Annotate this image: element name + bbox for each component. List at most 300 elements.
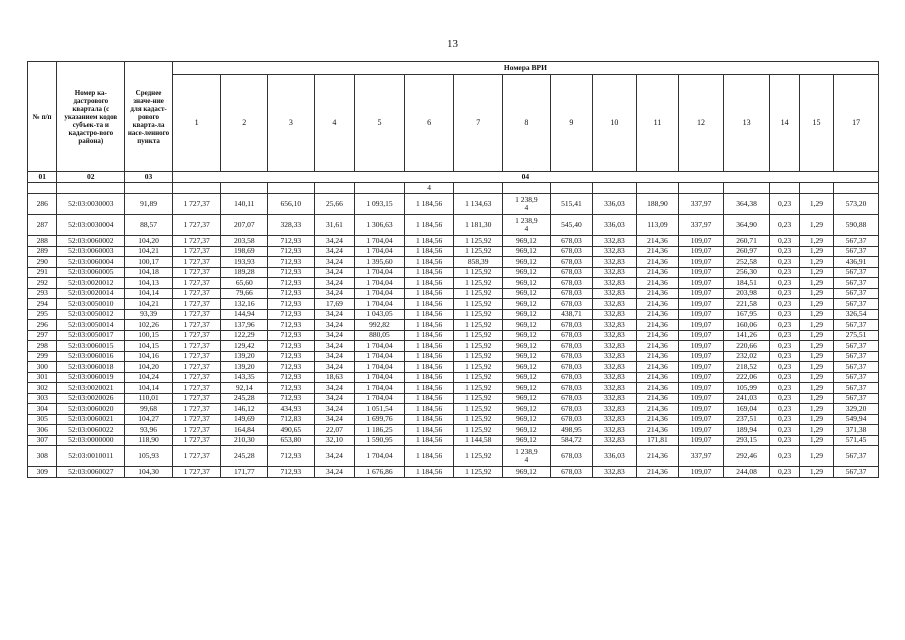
vri-value: 109,07 [679,383,724,394]
vri-value: 1 184,56 [404,425,454,436]
vri-value: 214,36 [636,383,679,394]
vri-value: 328,33 [268,215,315,236]
vri-value: 1 125,92 [454,362,503,373]
vri-value: 1 727,37 [172,246,221,257]
vri-value: 113,09 [636,215,679,236]
vri-value: 1 125,92 [454,320,503,331]
vri-value: 1,29 [799,246,833,257]
vri-value: 0,23 [770,257,799,268]
vri-value: 1 704,04 [355,278,405,289]
vri-value: 122,29 [221,330,268,341]
vri-value: 109,07 [679,362,724,373]
vri-value: 371,38 [834,425,879,436]
vri-value: 678,03 [550,246,593,257]
vri-value: 969,12 [503,351,551,362]
cadastral-number: 52:03:0030003 [57,194,125,215]
carry-over-cell [636,183,679,194]
vri-value: 678,03 [550,362,593,373]
vri-value: 1 704,04 [355,351,405,362]
vri-value: 1 125,92 [454,351,503,362]
vri-value: 105,99 [723,383,770,394]
vri-value: 1,29 [799,320,833,331]
vri-value: 189,94 [723,425,770,436]
vri-value: 1 184,56 [404,404,454,415]
vri-value: 1,29 [799,351,833,362]
vri-value: 1 727,37 [172,414,221,425]
cadastral-number: 52:03:0000000 [57,435,125,446]
row-number: 295 [28,309,57,320]
vri-value: 1 704,04 [355,372,405,383]
vri-value: 256,30 [723,267,770,278]
vri-value: 336,03 [593,446,637,467]
vri-value: 1 093,15 [355,194,405,215]
table-row [28,414,879,425]
vri-value: 992,82 [355,320,405,331]
vri-value: 329,20 [834,404,879,415]
cadastral-number: 52:03:0020014 [57,288,125,299]
vri-value: 1 181,30 [454,215,503,236]
vri-number-header: 3 [268,75,315,172]
average-value: 100,17 [125,257,173,268]
vri-value: 79,66 [221,288,268,299]
vri-value: 1 134,63 [454,194,503,215]
vri-value: 1 184,56 [404,215,454,236]
vri-value: 1 704,04 [355,383,405,394]
carry-over-cell [593,183,637,194]
vri-value: 1 727,37 [172,299,221,310]
vri-value: 1,29 [799,278,833,289]
cadastral-number: 52:03:0020021 [57,383,125,394]
vri-value: 65,60 [221,278,268,289]
vri-value: 210,30 [221,435,268,446]
vri-value: 34,24 [314,446,355,467]
row-number: 300 [28,362,57,373]
vri-number-header: 6 [404,75,454,172]
vri-value: 567,37 [834,383,879,394]
vri-value: 1 727,37 [172,341,221,352]
vri-value: 34,24 [314,362,355,373]
vri-value: 712,93 [268,351,315,362]
vri-value: 203,58 [221,236,268,247]
vri-value: 678,03 [550,351,593,362]
vri-number-header: 10 [593,75,637,172]
vri-value: 1 699,76 [355,414,405,425]
vri-value: 137,96 [221,320,268,331]
vri-value: 332,83 [593,383,637,394]
vri-value: 567,37 [834,236,879,247]
vri-value: 0,23 [770,267,799,278]
vri-value: 1 727,37 [172,446,221,467]
vri-value: 214,36 [636,341,679,352]
vri-value: 109,07 [679,372,724,383]
vri-value: 214,36 [636,288,679,299]
vri-number-header: 14 [770,75,799,172]
vri-value: 712,93 [268,288,315,299]
vri-value: 109,07 [679,330,724,341]
vri-value: 109,07 [679,414,724,425]
vri-value: 1 125,92 [454,383,503,394]
vri-value: 969,12 [503,278,551,289]
row-number: 307 [28,435,57,446]
vri-value: 712,93 [268,267,315,278]
vri-value: 188,90 [636,194,679,215]
vri-value: 167,95 [723,309,770,320]
vri-value: 1 184,56 [404,330,454,341]
cadastral-number: 52:03:0050010 [57,299,125,310]
vri-value: 1 727,37 [172,330,221,341]
vri-number-header: 15 [799,75,833,172]
vri-value: 364,90 [723,215,770,236]
vri-value: 678,03 [550,236,593,247]
vri-value: 653,80 [268,435,315,446]
carry-over-cell [28,183,57,194]
vri-value: 214,36 [636,236,679,247]
cadastral-number: 52:03:0060015 [57,341,125,352]
vri-value: 712,93 [268,257,315,268]
vri-value: 332,83 [593,330,637,341]
average-value: 93,39 [125,309,173,320]
vri-value: 34,24 [314,257,355,268]
vri-value: 678,03 [550,393,593,404]
vri-value: 1,29 [799,362,833,373]
vri-value: 678,03 [550,278,593,289]
vri-value: 1,29 [799,309,833,320]
average-value: 100,15 [125,330,173,341]
vri-value: 34,24 [314,278,355,289]
vri-value: 332,83 [593,351,637,362]
vri-value: 109,07 [679,299,724,310]
average-value: 104,18 [125,267,173,278]
vri-value: 1 184,56 [404,435,454,446]
vri-value: 241,03 [723,393,770,404]
vri-value: 1 125,92 [454,288,503,299]
vri-value: 1,29 [799,288,833,299]
vri-value: 969,12 [503,393,551,404]
vri-value: 292,46 [723,446,770,467]
vri-value: 1,29 [799,257,833,268]
vri-value: 1 125,92 [454,299,503,310]
vri-value: 332,83 [593,299,637,310]
table-row [28,341,879,352]
vri-value: 109,07 [679,435,724,446]
vri-value: 567,37 [834,467,879,478]
vri-value: 678,03 [550,414,593,425]
vri-value: 34,24 [314,246,355,257]
vri-value: 1 704,04 [355,446,405,467]
vri-value: 109,07 [679,236,724,247]
vri-value: 203,98 [723,288,770,299]
vri-value: 712,93 [268,383,315,394]
vri-value: 678,03 [550,404,593,415]
vri-value: 18,63 [314,372,355,383]
vri-value: 567,37 [834,393,879,404]
vri-value: 1 184,56 [404,267,454,278]
vri-value: 678,03 [550,299,593,310]
vri-value: 584,72 [550,435,593,446]
vri-value: 109,07 [679,393,724,404]
vri-value: 1 727,37 [172,320,221,331]
vri-value: 1 184,56 [404,467,454,478]
col-avg-header: Среднее значе-ние для кадаст-рового кварта-ла насе-ленного пункта [125,62,173,172]
vri-value: 109,07 [679,404,724,415]
vri-value: 139,20 [221,362,268,373]
vri-value: 337,97 [679,446,724,467]
vri-value: 1 184,56 [404,393,454,404]
vri-value: 332,83 [593,257,637,268]
row-number: 306 [28,425,57,436]
table-row [28,236,879,247]
vri-value: 1 125,92 [454,446,503,467]
vri-value: 34,24 [314,404,355,415]
average-value: 91,89 [125,194,173,215]
vri-value: 438,71 [550,309,593,320]
cadastral-number: 52:03:0050017 [57,330,125,341]
vri-value: 1 125,92 [454,309,503,320]
table-row [28,446,879,467]
vri-value: 336,03 [593,215,637,236]
vri-value: 198,69 [221,246,268,257]
vri-value: 221,58 [723,299,770,310]
vri-value: 567,37 [834,278,879,289]
table-row [28,393,879,404]
vri-value: 171,81 [636,435,679,446]
vri-number-header: 17 [834,75,879,172]
vri-value: 332,83 [593,320,637,331]
row-number: 302 [28,383,57,394]
vri-value: 0,23 [770,330,799,341]
vri-value: 1,29 [799,299,833,310]
vri-value: 1 184,56 [404,414,454,425]
row-number: 291 [28,267,57,278]
vri-value: 1 727,37 [172,257,221,268]
vri-value: 0,23 [770,246,799,257]
vri-number-header: 11 [636,75,679,172]
vri-value: 1 125,92 [454,414,503,425]
vri-value: 0,23 [770,320,799,331]
vri-value: 332,83 [593,246,637,257]
vri-value: 1 238,9 4 [503,194,551,215]
vri-value: 129,42 [221,341,268,352]
vri-number-header: 2 [221,75,268,172]
vri-value: 293,15 [723,435,770,446]
vri-value: 146,12 [221,404,268,415]
vri-value: 1 186,25 [355,425,405,436]
vri-value: 1,29 [799,236,833,247]
vri-value: 332,83 [593,309,637,320]
vri-value: 214,36 [636,372,679,383]
vri-value: 184,51 [723,278,770,289]
vri-value: 1 184,56 [404,341,454,352]
vri-value: 34,24 [314,393,355,404]
vri-value: 1,29 [799,383,833,394]
row-number: 309 [28,467,57,478]
vri-number-header: 12 [679,75,724,172]
vri-value: 515,41 [550,194,593,215]
vri-value: 1,29 [799,393,833,404]
vri-value: 17,69 [314,299,355,310]
vri-value: 214,36 [636,246,679,257]
vri-value: 1 184,56 [404,299,454,310]
vri-value: 0,23 [770,194,799,215]
vri-value: 969,12 [503,383,551,394]
vri-value: 22,07 [314,425,355,436]
vri-value: 140,11 [221,194,268,215]
table-row [28,404,879,415]
vri-value: 1 727,37 [172,372,221,383]
vri-value: 880,05 [355,330,405,341]
carry-over-cell [503,183,551,194]
vri-table [27,61,879,478]
table-row [28,309,879,320]
table-row [28,194,879,215]
vri-value: 214,36 [636,393,679,404]
vri-value: 0,23 [770,309,799,320]
vri-value: 222,06 [723,372,770,383]
vri-value: 567,37 [834,351,879,362]
vri-value: 214,36 [636,446,679,467]
cadastral-number: 52:03:0060019 [57,372,125,383]
vri-value: 34,24 [314,467,355,478]
vri-value: 332,83 [593,288,637,299]
vri-value: 214,36 [636,267,679,278]
vri-value: 0,23 [770,467,799,478]
vri-value: 244,08 [723,467,770,478]
row-number: 297 [28,330,57,341]
cadastral-number: 52:03:0060021 [57,414,125,425]
vri-value: 332,83 [593,435,637,446]
vri-value: 712,93 [268,278,315,289]
vri-value: 1,29 [799,215,833,236]
vri-value: 109,07 [679,257,724,268]
vri-value: 858,39 [454,257,503,268]
average-value: 118,90 [125,435,173,446]
vri-value: 678,03 [550,288,593,299]
average-value: 104,15 [125,341,173,352]
vri-value: 567,37 [834,446,879,467]
cadastral-number: 52:03:0060027 [57,467,125,478]
average-value: 102,26 [125,320,173,331]
vri-value: 160,06 [723,320,770,331]
vri-value: 969,12 [503,372,551,383]
row-number: 286 [28,194,57,215]
cadastral-number: 52:03:0060022 [57,425,125,436]
vri-value: 1 125,92 [454,341,503,352]
vri-value: 0,23 [770,299,799,310]
vri-value: 31,61 [314,215,355,236]
vri-value: 0,23 [770,341,799,352]
carry-over-row [28,183,879,194]
vri-value: 0,23 [770,215,799,236]
vri-value: 969,12 [503,236,551,247]
row-number: 305 [28,414,57,425]
vri-value: 169,04 [723,404,770,415]
vri-value: 969,12 [503,404,551,415]
vri-value: 712,93 [268,372,315,383]
vri-value: 149,69 [221,414,268,425]
carry-over-cell [268,183,315,194]
row-number: 304 [28,404,57,415]
vri-value: 336,03 [593,194,637,215]
vri-value: 1 727,37 [172,425,221,436]
vri-value: 332,83 [593,393,637,404]
average-value: 88,57 [125,215,173,236]
vri-value: 969,12 [503,414,551,425]
carry-over-cell [355,183,405,194]
cadastral-number: 52:03:0010011 [57,446,125,467]
vri-value: 969,12 [503,288,551,299]
vri-value: 969,12 [503,425,551,436]
average-value: 104,21 [125,246,173,257]
vri-value: 567,37 [834,320,879,331]
vri-value: 1 590,95 [355,435,405,446]
vri-value: 214,36 [636,404,679,415]
vri-value: 332,83 [593,425,637,436]
vri-value: 545,40 [550,215,593,236]
vri-value: 1 184,56 [404,372,454,383]
vri-value: 109,07 [679,351,724,362]
vri-value: 0,23 [770,446,799,467]
vri-value: 332,83 [593,341,637,352]
vri-value: 712,93 [268,236,315,247]
row-number: 292 [28,278,57,289]
cadastral-number: 52:03:0060016 [57,351,125,362]
vri-value: 0,23 [770,425,799,436]
vri-value: 1 125,92 [454,267,503,278]
vri-value: 573,20 [834,194,879,215]
carry-over-cell [834,183,879,194]
cadastral-number: 52:03:0060003 [57,246,125,257]
vri-value: 1 704,04 [355,393,405,404]
vri-value: 1 676,86 [355,467,405,478]
vri-value: 1 704,04 [355,288,405,299]
vri-value: 214,36 [636,320,679,331]
carry-over-cell [550,183,593,194]
vri-value: 332,83 [593,236,637,247]
vri-value: 214,36 [636,330,679,341]
vri-value: 1,29 [799,404,833,415]
vri-value: 1 125,92 [454,404,503,415]
vri-value: 712,93 [268,320,315,331]
vri-value: 712,93 [268,362,315,373]
vri-value: 1 727,37 [172,362,221,373]
table-row [28,330,879,341]
vri-value: 326,54 [834,309,879,320]
vri-value: 434,93 [268,404,315,415]
vri-value: 0,23 [770,372,799,383]
vri-value: 337,97 [679,194,724,215]
code-np: 01 [28,172,57,183]
vri-value: 1 051,54 [355,404,405,415]
vri-value: 332,83 [593,278,637,289]
vri-value: 678,03 [550,330,593,341]
vri-value: 1 144,58 [454,435,503,446]
vri-value: 0,23 [770,404,799,415]
vri-value: 260,97 [723,246,770,257]
row-number: 308 [28,446,57,467]
row-number: 296 [28,320,57,331]
vri-value: 678,03 [550,341,593,352]
vri-value: 0,23 [770,435,799,446]
vri-value: 567,37 [834,246,879,257]
vri-value: 332,83 [593,467,637,478]
vri-value: 678,03 [550,257,593,268]
vri-value: 567,37 [834,299,879,310]
vri-value: 567,37 [834,341,879,352]
vri-number-header: 8 [503,75,551,172]
vri-value: 1 238,9 4 [503,215,551,236]
vri-value: 1 727,37 [172,435,221,446]
vri-value: 1 704,04 [355,246,405,257]
